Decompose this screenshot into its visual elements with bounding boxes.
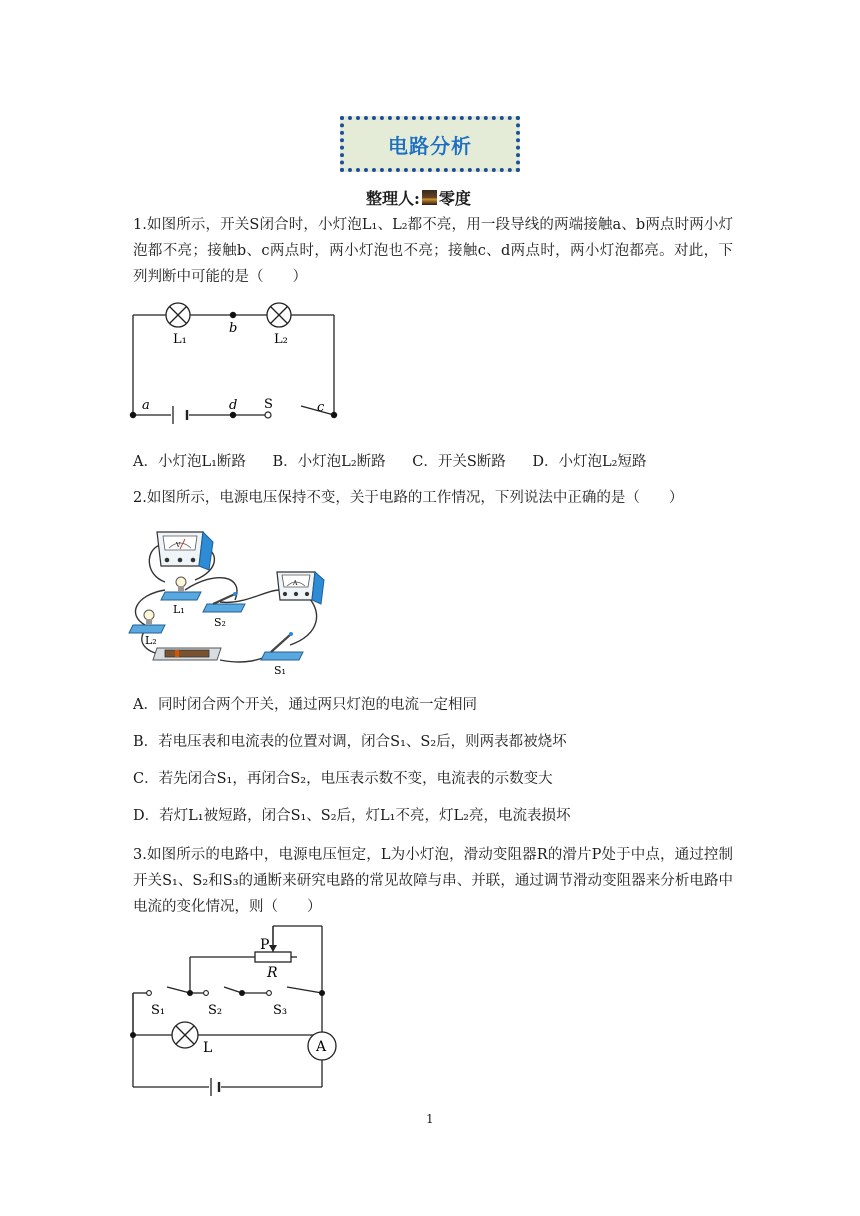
label-l2: L₂ xyxy=(145,634,157,647)
q2-option-c[interactable]: C．若先闭合S₁，再闭合S₂，电压表示数不变，电流表的示数变大 xyxy=(133,771,553,787)
label-r: R xyxy=(267,965,278,981)
lamp-l1-icon xyxy=(166,303,190,327)
author-label: 整理人: xyxy=(366,189,420,208)
question-2-text: 2.如图所示，电源电压保持不变，关于电路的工作情况，下列说法中正确的是（ ） xyxy=(133,490,684,506)
question-1-options xyxy=(133,450,668,471)
lamp-l-icon xyxy=(172,1022,198,1048)
label-a: a xyxy=(142,398,150,413)
voltmeter-label: V xyxy=(176,542,181,549)
switch-s1-icon xyxy=(261,632,303,660)
label-l: L xyxy=(203,1040,213,1056)
question-3-text: 3.如图所示的电路中，电源电压恒定，L为小灯泡，滑动变阻器R的滑片P处于中点，通过控制开关S₁、S₂和S₃的通断来研究电路的常见故障与串、并联，通过调节滑动变阻器来分析电路中电流的变化情况，则（ ） xyxy=(133,847,733,915)
node-b-dot xyxy=(230,312,236,318)
bulb-l1-icon xyxy=(161,577,201,600)
question-3-circuit-diagram xyxy=(125,918,350,1096)
node-a-dot xyxy=(130,412,136,418)
q2-option-d[interactable]: D．若灯L₁被短路，闭合S₁、S₂后，灯L₁不亮，灯L₂亮，电流表损坏 xyxy=(133,808,571,824)
slider-arrow-icon xyxy=(269,945,277,952)
label-s3: S₃ xyxy=(273,1003,288,1018)
label-b: b xyxy=(229,321,238,336)
bulb-l2-icon xyxy=(129,610,165,633)
label-s: S xyxy=(264,397,273,412)
label-s1: S₁ xyxy=(151,1003,166,1018)
label-s1: S₁ xyxy=(274,664,286,677)
ammeter-icon xyxy=(277,572,324,604)
q1-option-d[interactable]: D．小灯泡L₂短路 xyxy=(532,454,647,470)
q2-option-b[interactable]: B．若电压表和电流表的位置对调，闭合S₁、S₂后，则两表都被烧坏 xyxy=(133,734,567,750)
page-title: 电路分析 xyxy=(388,133,472,158)
ammeter-label: A xyxy=(316,1039,327,1055)
label-c: c xyxy=(317,400,325,415)
ammeter-icon xyxy=(308,1032,336,1060)
battery-icon xyxy=(211,1078,219,1096)
label-p: P xyxy=(260,937,270,953)
q1-option-a[interactable]: A．小灯泡L₁断路 xyxy=(133,454,246,470)
voltmeter-icon xyxy=(157,532,213,570)
ammeter-label: A xyxy=(293,580,298,587)
title-box xyxy=(340,116,520,172)
sunset-avatar-icon xyxy=(422,190,437,205)
author-name: 零度 xyxy=(438,189,471,208)
label-l1: L₁ xyxy=(173,332,187,347)
battery-pack-icon xyxy=(153,648,221,660)
page-number: 1 xyxy=(426,1112,434,1126)
lamp-l2-icon xyxy=(267,303,291,327)
q1-option-c[interactable]: C．开关S断路 xyxy=(412,454,506,470)
question-1-circuit-diagram xyxy=(125,298,345,426)
switch-contact-icon xyxy=(265,412,271,418)
label-s2: S₂ xyxy=(208,1003,223,1018)
rheostat-icon xyxy=(255,952,291,962)
label-l2: L₂ xyxy=(274,332,288,347)
q1-option-b[interactable]: B．小灯泡L₂断路 xyxy=(272,454,386,470)
label-d: d xyxy=(229,398,238,413)
label-s2: S₂ xyxy=(214,616,226,629)
question-2-apparatus-illustration xyxy=(125,520,325,680)
question-1-text: 1.如图所示，开关S闭合时，小灯泡L₁、L₂都不亮，用一段导线的两端接触a、b两点时两小灯泡都不亮；接触b、c两点时，两小灯泡也不亮；接触c、d两点时，两小灯泡都亮。对此，下列判断中可能的是（ ） xyxy=(133,217,733,285)
q2-option-a[interactable]: A．同时闭合两个开关，通过两只灯泡的电流一定相同 xyxy=(133,697,477,713)
battery-icon xyxy=(173,406,187,424)
author-line xyxy=(366,186,471,209)
node-c-dot xyxy=(331,412,337,418)
label-l1: L₁ xyxy=(173,603,185,616)
